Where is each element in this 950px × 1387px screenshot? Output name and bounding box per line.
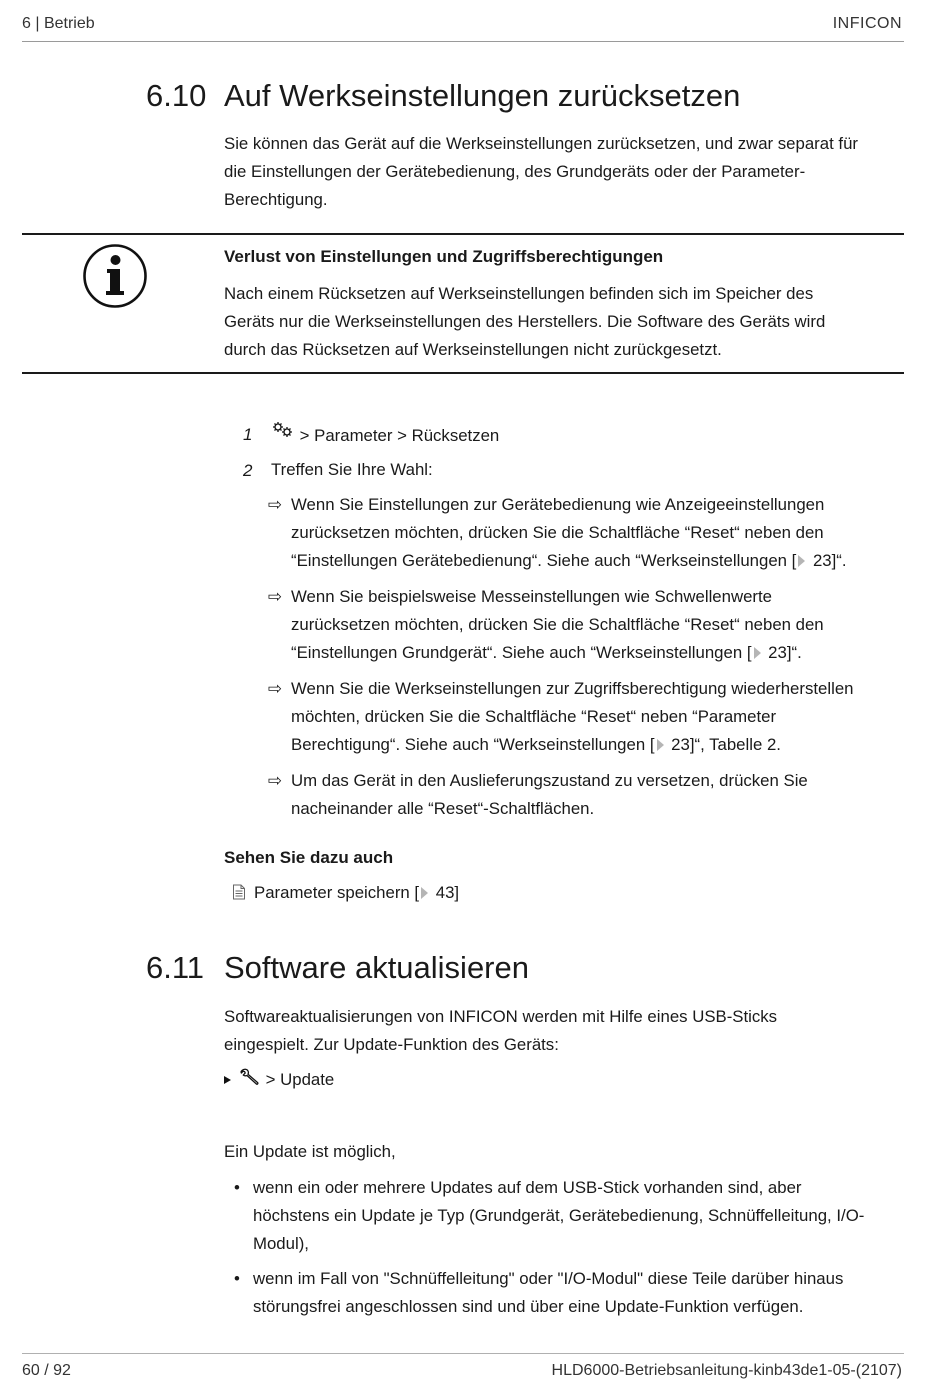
step-1-text: > Parameter > Rücksetzen [295, 426, 500, 445]
intro-line: Softwareaktualisierungen von INFICON werden mit Hilfe eines USB-Sticks [224, 1007, 778, 1026]
header-chapter: 6 | Betrieb [22, 15, 95, 32]
bullet-line: höchstens ein Update je Typ (Grundgerät, Gerätebedienung, Schnüffelleitung, I/O- [253, 1206, 865, 1225]
section-610-number: 6.10 [146, 78, 207, 113]
hollow-arrow-icon: ⇨ [268, 771, 283, 790]
intro-line: eingespielt. Zur Update-Funktion des Geräts: [224, 1035, 559, 1054]
document-icon [232, 881, 246, 897]
option-line: Um das Gerät in den Auslieferungszustand zu versetzen, drücken Sie [291, 771, 808, 790]
note-body [224, 280, 914, 364]
section-611-number: 6.11 [146, 950, 205, 985]
option-item [268, 767, 908, 823]
option-line: zurücksetzen möchten, drücken Sie die Schaltfläche “Reset“ neben den [291, 523, 824, 542]
list-item [234, 1174, 914, 1258]
note-line: Nach einem Rücksetzen auf Werkseinstellungen befinden sich im Speicher des [224, 284, 814, 303]
bullet-line: wenn ein oder mehrere Updates auf dem USB-Stick vorhanden sind, aber [253, 1178, 802, 1197]
section-610-intro [224, 130, 914, 214]
reference-arrow-icon [798, 555, 805, 567]
section-611-title: Software aktualisieren [224, 950, 529, 985]
hollow-arrow-icon: ⇨ [268, 495, 283, 514]
page-reference-link[interactable]: 23]“. [763, 643, 802, 662]
hollow-arrow-icon: ⇨ [268, 587, 283, 606]
note-line: Geräts nur die Werkseinstellungen des Herstellers. Die Software des Geräts wird [224, 312, 826, 331]
hollow-arrow-icon: ⇨ [268, 679, 283, 698]
update-possible: Ein Update ist möglich, [224, 1142, 396, 1161]
bullet-line: störungsfrei angeschlossen sind und über eine Update-Funktion verfügen. [253, 1297, 804, 1316]
update-action-text: > Update [261, 1070, 335, 1089]
option-item [268, 583, 908, 667]
bullet-line: Modul), [253, 1234, 309, 1253]
intro-line: Berechtigung. [224, 190, 328, 209]
bullet-dot: • [234, 1269, 240, 1288]
bullet-list [234, 1174, 914, 1321]
wrench-icon [239, 1067, 261, 1085]
option-line: zurücksetzen möchten, drücken Sie die Schaltfläche “Reset“ neben den [291, 615, 824, 634]
intro-line: Sie können das Gerät auf die Werkseinstellungen zurücksetzen, und zwar separat für [224, 134, 859, 153]
footer-divider [22, 1353, 904, 1354]
option-item [268, 675, 908, 759]
option-line: Wenn Sie beispielsweise Messeinstellungen wie Schwellenwerte [291, 587, 773, 606]
option-line: Wenn Sie die Werkseinstellungen zur Zugriffsberechtigung wiederherstellen [291, 679, 854, 698]
step-2-text: Treffen Sie Ihre Wahl: [271, 460, 433, 479]
option-line [291, 731, 908, 759]
list-item [234, 1265, 914, 1321]
see-also-text: Parameter speichern [ [254, 883, 420, 902]
option-text: Berechtigung“. Siehe auch “Werkseinstellungen [ [291, 735, 655, 754]
page-reference-link[interactable]: 23]“. [808, 551, 847, 570]
reference-arrow-icon [657, 739, 664, 751]
note-top-divider [22, 233, 904, 235]
intro-line: die Einstellungen der Gerätebedienung, des Grundgeräts oder der Parameter- [224, 162, 806, 181]
header-brand: INFICON [832, 15, 902, 32]
option-line: Wenn Sie Einstellungen zur Gerätebedienung wie Anzeigeeinstellungen [291, 495, 825, 514]
option-text: “Einstellungen Gerätebedienung“. Siehe auch “Werkseinstellungen [ [291, 551, 797, 570]
option-line [291, 547, 908, 575]
page-reference-link[interactable]: 23]“, Tabelle 2. [666, 735, 781, 754]
update-action [224, 1066, 334, 1094]
reference-arrow-icon [421, 887, 428, 899]
option-item [268, 491, 908, 575]
option-text: “Einstellungen Grundgerät“. Siehe auch “Werkseinstellungen [ [291, 643, 752, 662]
option-line: nacheinander alle “Reset“-Schaltflächen. [291, 799, 595, 818]
page-reference-link[interactable]: 43] [431, 883, 460, 902]
bullet-line: wenn im Fall von "Schnüffelleitung" oder "I/O-Modul" diese Teile darüber hinaus [253, 1269, 844, 1288]
step-1 [271, 420, 499, 450]
step-number: 2 [243, 461, 253, 480]
note-title: Verlust von Einstellungen und Zugriffsberechtigungen [224, 247, 664, 266]
note-bottom-divider [22, 372, 904, 374]
note-line: durch das Rücksetzen auf Werkseinstellungen nicht zurückgesetzt. [224, 340, 722, 359]
see-also-title: Sehen Sie dazu auch [224, 848, 394, 867]
action-triangle-icon [224, 1076, 231, 1084]
step-number: 1 [243, 425, 253, 444]
info-icon [82, 243, 148, 309]
header-divider [22, 41, 904, 42]
reference-arrow-icon [754, 647, 761, 659]
bullet-dot: • [234, 1178, 240, 1197]
section-610-title: Auf Werkseinstellungen zurücksetzen [224, 78, 741, 113]
footer-document-id: HLD6000-Betriebsanleitung-kinb43de1-05-(2107) [551, 1362, 902, 1379]
option-list [268, 491, 908, 823]
see-also-item[interactable] [232, 879, 459, 907]
section-611-intro [224, 1003, 914, 1059]
option-line [291, 639, 908, 667]
option-line: möchten, drücken Sie die Schaltfläche “Reset“ neben “Parameter [291, 707, 777, 726]
footer-page-number: 60 / 92 [22, 1362, 71, 1379]
gears-icon [271, 420, 295, 438]
